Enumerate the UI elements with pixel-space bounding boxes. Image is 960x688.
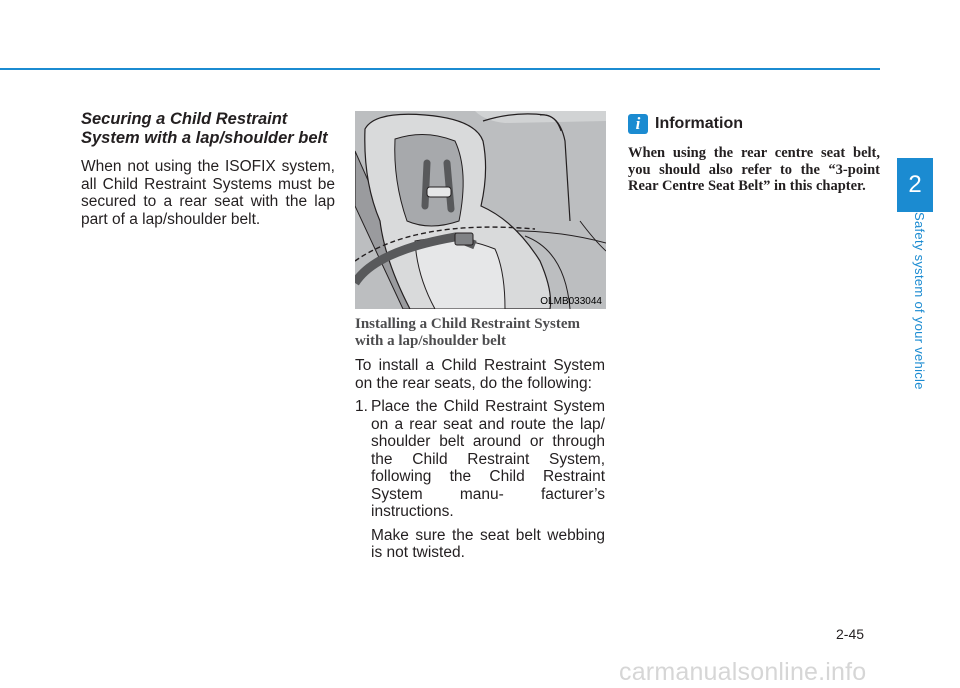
information-text: When using the rear centre seat belt, you should also refer to the “3-point Rear Centre Seat Belt” in this chapter. <box>628 145 880 194</box>
section-title-line2: System with a lap/shoulder belt <box>81 129 328 147</box>
header-rule <box>0 68 880 70</box>
chapter-title: Safety system of your vehicle <box>912 212 927 390</box>
section-title <box>81 110 335 148</box>
list-item <box>355 398 605 521</box>
left-column <box>81 110 335 228</box>
child-seat-illustration <box>355 111 606 309</box>
installing-title <box>355 316 605 350</box>
step-note: Make sure the seat belt webbing is not twisted. <box>371 526 605 561</box>
step-text: Place the Child Restraint System on a rear seat and route the lap/ shoulder belt around or through the Child Restraint System, following the Child Restraint System manu- facturer’s instructions. <box>371 398 605 520</box>
watermark: carmanualsonline.info <box>619 658 867 686</box>
information-header <box>628 113 880 135</box>
installing-intro: To install a Child Restraint System on the rear seats, do the following: <box>355 357 605 392</box>
section-title-line1: Securing a Child Restraint <box>81 110 288 128</box>
step-number: 1. <box>355 398 368 415</box>
info-icon: i <box>628 114 648 134</box>
figure-code: OLMB033044 <box>540 296 602 307</box>
middle-column <box>355 316 605 562</box>
chapter-number-tab: 2 <box>897 158 933 212</box>
installing-title-line2: with a lap/shoulder belt <box>355 333 507 349</box>
child-seat-drawing <box>355 111 606 309</box>
section-body: When not using the ISOFIX system, all Child Restraint Systems must be secured to a rear seat with the lap part of a lap/shoulder belt. <box>81 158 335 228</box>
installing-title-line1: Installing a Child Restraint System <box>355 316 581 332</box>
information-title: Information <box>655 115 743 132</box>
page-number: 2-45 <box>836 626 865 642</box>
information-box <box>628 113 880 195</box>
